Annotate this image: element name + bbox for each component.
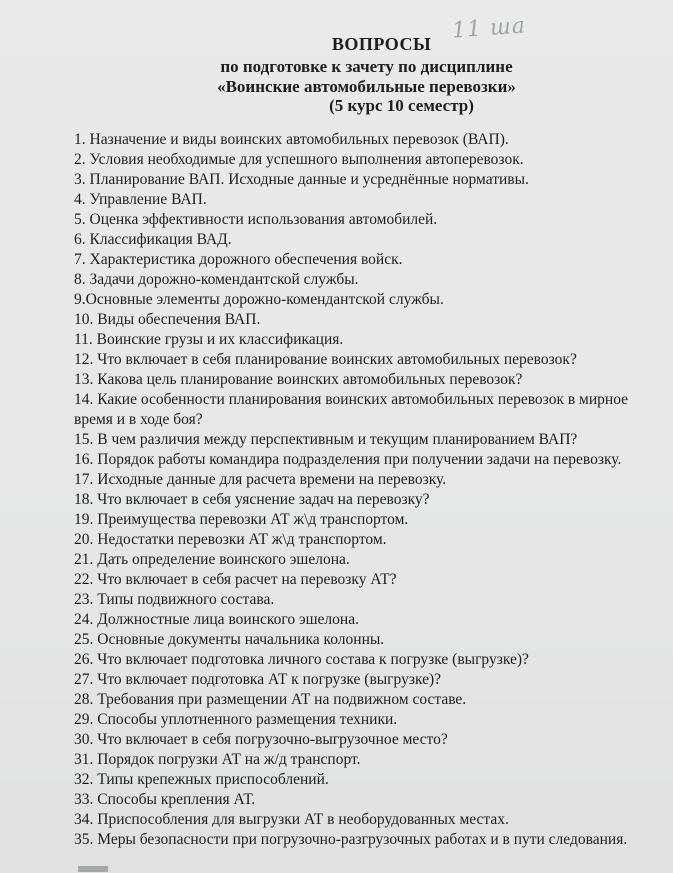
- question-item: 28. Требования при размещении АТ на подвижном составе.: [74, 691, 467, 708]
- cut-off-text-fragment: [78, 866, 108, 872]
- question-item: 29. Способы уплотненного размещения техники.: [74, 711, 398, 728]
- question-item: 25. Основные документы начальника колонны.: [74, 631, 385, 648]
- question-item: 30. Что включает в себя погрузочно-выгрузочное место?: [74, 731, 448, 748]
- handwritten-note: 11 ша: [451, 13, 527, 44]
- subtitle-line-1: по подготовке к зачету по дисциплине: [220, 57, 513, 76]
- question-item: 34. Приспособления для выгрузки АТ в необорудованных местах.: [74, 811, 509, 828]
- question-item: 35. Меры безопасности при погрузочно-разгрузочных работах и в пути следования.: [74, 831, 628, 848]
- question-item: 3. Планирование ВАП. Исходные данные и усреднённые нормативы.: [74, 171, 529, 188]
- question-item: 32. Типы крепежных приспособлений.: [74, 771, 329, 788]
- document-title: ВОПРОСЫ: [331, 34, 432, 54]
- question-item: 14. Какие особенности планирования воинских автомобильных перевозок в мирное время и в ходе боя?: [74, 391, 629, 428]
- subtitle-line-3: (5 курс 10 семестр): [329, 96, 474, 115]
- question-item: 23. Типы подвижного состава.: [74, 591, 275, 608]
- question-item: 4. Управление ВАП.: [74, 191, 207, 208]
- question-item: 11. Воинские грузы и их классификация.: [74, 331, 344, 348]
- question-item: 6. Классификация ВАД.: [74, 231, 232, 248]
- question-item: 15. В чем различия между перспективным и текущим планированием ВАП?: [74, 431, 578, 448]
- question-item: 22. Что включает в себя расчет на перевозку АТ?: [74, 571, 397, 588]
- question-item: 26. Что включает подготовка личного состава к погрузке (выгрузке)?: [74, 651, 529, 668]
- subtitle-line-2: «Воинские автомобильные перевозки»: [217, 77, 516, 96]
- question-item: 5. Оценка эффективности использования автомобилей.: [74, 211, 438, 228]
- question-item: 10. Виды обеспечения ВАП.: [74, 311, 261, 328]
- question-item: 2. Условия необходимые для успешного выполнения автоперевозок.: [74, 151, 524, 168]
- question-item: 19. Преимущества перевозки АТ ж\д транспортом.: [74, 511, 409, 528]
- question-item: 9.Основные элементы дорожно-комендантской службы.: [74, 291, 444, 308]
- question-item: 20. Недостатки перевозки АТ ж\д транспортом.: [74, 531, 387, 548]
- question-item: 7. Характеристика дорожного обеспечения войск.: [74, 251, 403, 268]
- question-item: 21. Дать определение воинского эшелона.: [74, 551, 350, 568]
- question-item: 33. Способы крепления АТ.: [74, 791, 256, 808]
- question-item: 12. Что включает в себя планирование воинских автомобильных перевозок?: [74, 351, 577, 368]
- question-item: 13. Какова цель планирование воинских автомобильных перевозок?: [74, 371, 523, 388]
- question-item: 18. Что включает в себя уяснение задач на перевозку?: [74, 491, 430, 508]
- question-list: [74, 130, 634, 850]
- question-item: 1. Назначение и виды воинских автомобильных перевозок (ВАП).: [74, 131, 509, 148]
- question-item: 17. Исходные данные для расчета времени на перевозку.: [74, 471, 447, 488]
- question-item: 27. Что включает подготовка АТ к погрузке (выгрузке)?: [74, 671, 442, 688]
- question-item: 31. Порядок погрузки АТ на ж/д транспорт.: [74, 751, 361, 768]
- question-item: 8. Задачи дорожно-комендантской службы.: [74, 271, 359, 288]
- question-item: 24. Должностные лица воинского эшелона.: [74, 611, 359, 628]
- question-item: 16. Порядок работы командира подразделения при получении задачи на перевозку.: [74, 451, 622, 468]
